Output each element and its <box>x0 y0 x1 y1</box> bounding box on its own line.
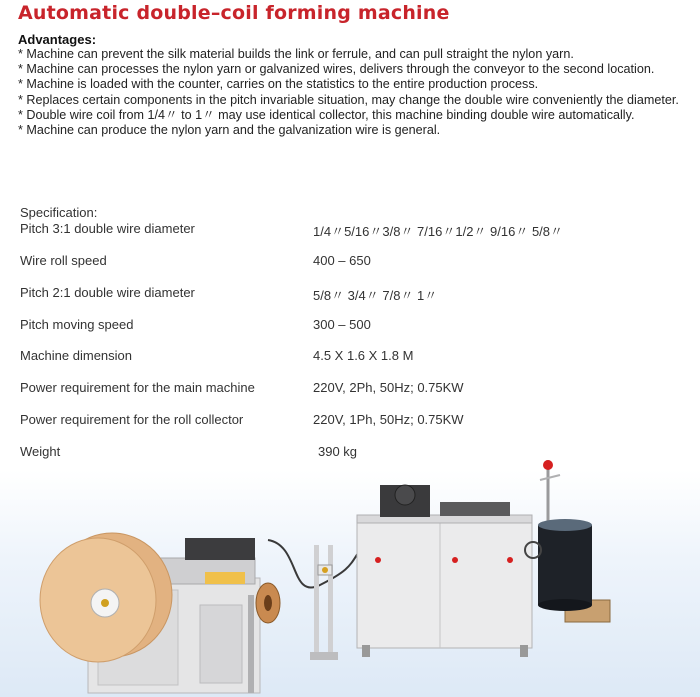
specification-heading: Specification: <box>20 205 98 220</box>
spec-row <box>20 380 680 398</box>
spec-row <box>20 317 680 335</box>
tension-arm <box>540 460 560 525</box>
advantages-heading: Advantages: <box>18 32 97 47</box>
spec-label: Power requirement for the main machine <box>20 380 255 395</box>
spec-label: Weight <box>20 444 61 459</box>
advantage-item: * Machine can produce the nylon yarn and the galvanization wire is general. <box>18 123 441 138</box>
page-title: Automatic double–coil forming machine <box>18 2 450 24</box>
advantages-list <box>18 47 698 138</box>
collector-drum <box>525 519 610 622</box>
main-machine <box>357 485 532 657</box>
spec-value: 220V, 1Ph, 50Hz; 0.75KW <box>313 412 464 427</box>
advantage-item: * Replaces certain components in the pitch invariable situation, may change the double wire conveniently the diameter. <box>18 92 679 107</box>
spec-value: 220V, 2Ph, 50Hz; 0.75KW <box>313 380 464 395</box>
spec-row <box>20 285 680 303</box>
spec-label: Pitch moving speed <box>20 317 134 332</box>
spec-label: Pitch 3:1 double wire diameter <box>20 221 195 236</box>
advantage-item: * Machine can prevent the silk material builds the link or ferrule, and can pull straight the nylon yarn. <box>18 47 574 61</box>
spec-row <box>20 221 680 239</box>
machine-illustration <box>0 440 700 697</box>
advantage-item: * Double wire coil from 1/4〃 to 1〃 may use identical collector, this machine binding double wire automatically. <box>18 107 635 122</box>
spec-label: Wire roll speed <box>20 253 107 268</box>
spec-label: Machine dimension <box>20 348 133 363</box>
advantage-item: * Machine can processes the nylon yarn or galvanized wires, delivers through the conveyor to the second location. <box>18 62 655 77</box>
spec-row <box>20 412 680 430</box>
spec-row <box>20 348 680 366</box>
spec-value: 400 – 650 <box>313 253 371 268</box>
spec-label: Pitch 2:1 double wire diameter <box>20 285 195 300</box>
spec-value: 300 – 500 <box>313 317 371 332</box>
spec-value: 1/4〃5/16〃3/8〃 7/16〃1/2〃 9/16〃 5/8〃 <box>313 224 564 239</box>
spec-value: 390 kg <box>318 444 358 459</box>
small-reel <box>256 583 280 623</box>
guide-stand <box>310 545 338 660</box>
spec-label: Power requirement for the roll collector <box>20 412 244 427</box>
spec-value: 5/8〃 3/4〃 7/8〃 1〃 <box>313 288 438 303</box>
spec-value: 4.5 X 1.6 X 1.8 M <box>313 348 414 363</box>
advantage-item: * Machine is loaded with the counter, carries on the statistics to the entire production process. <box>18 77 539 92</box>
spec-row <box>20 253 680 271</box>
